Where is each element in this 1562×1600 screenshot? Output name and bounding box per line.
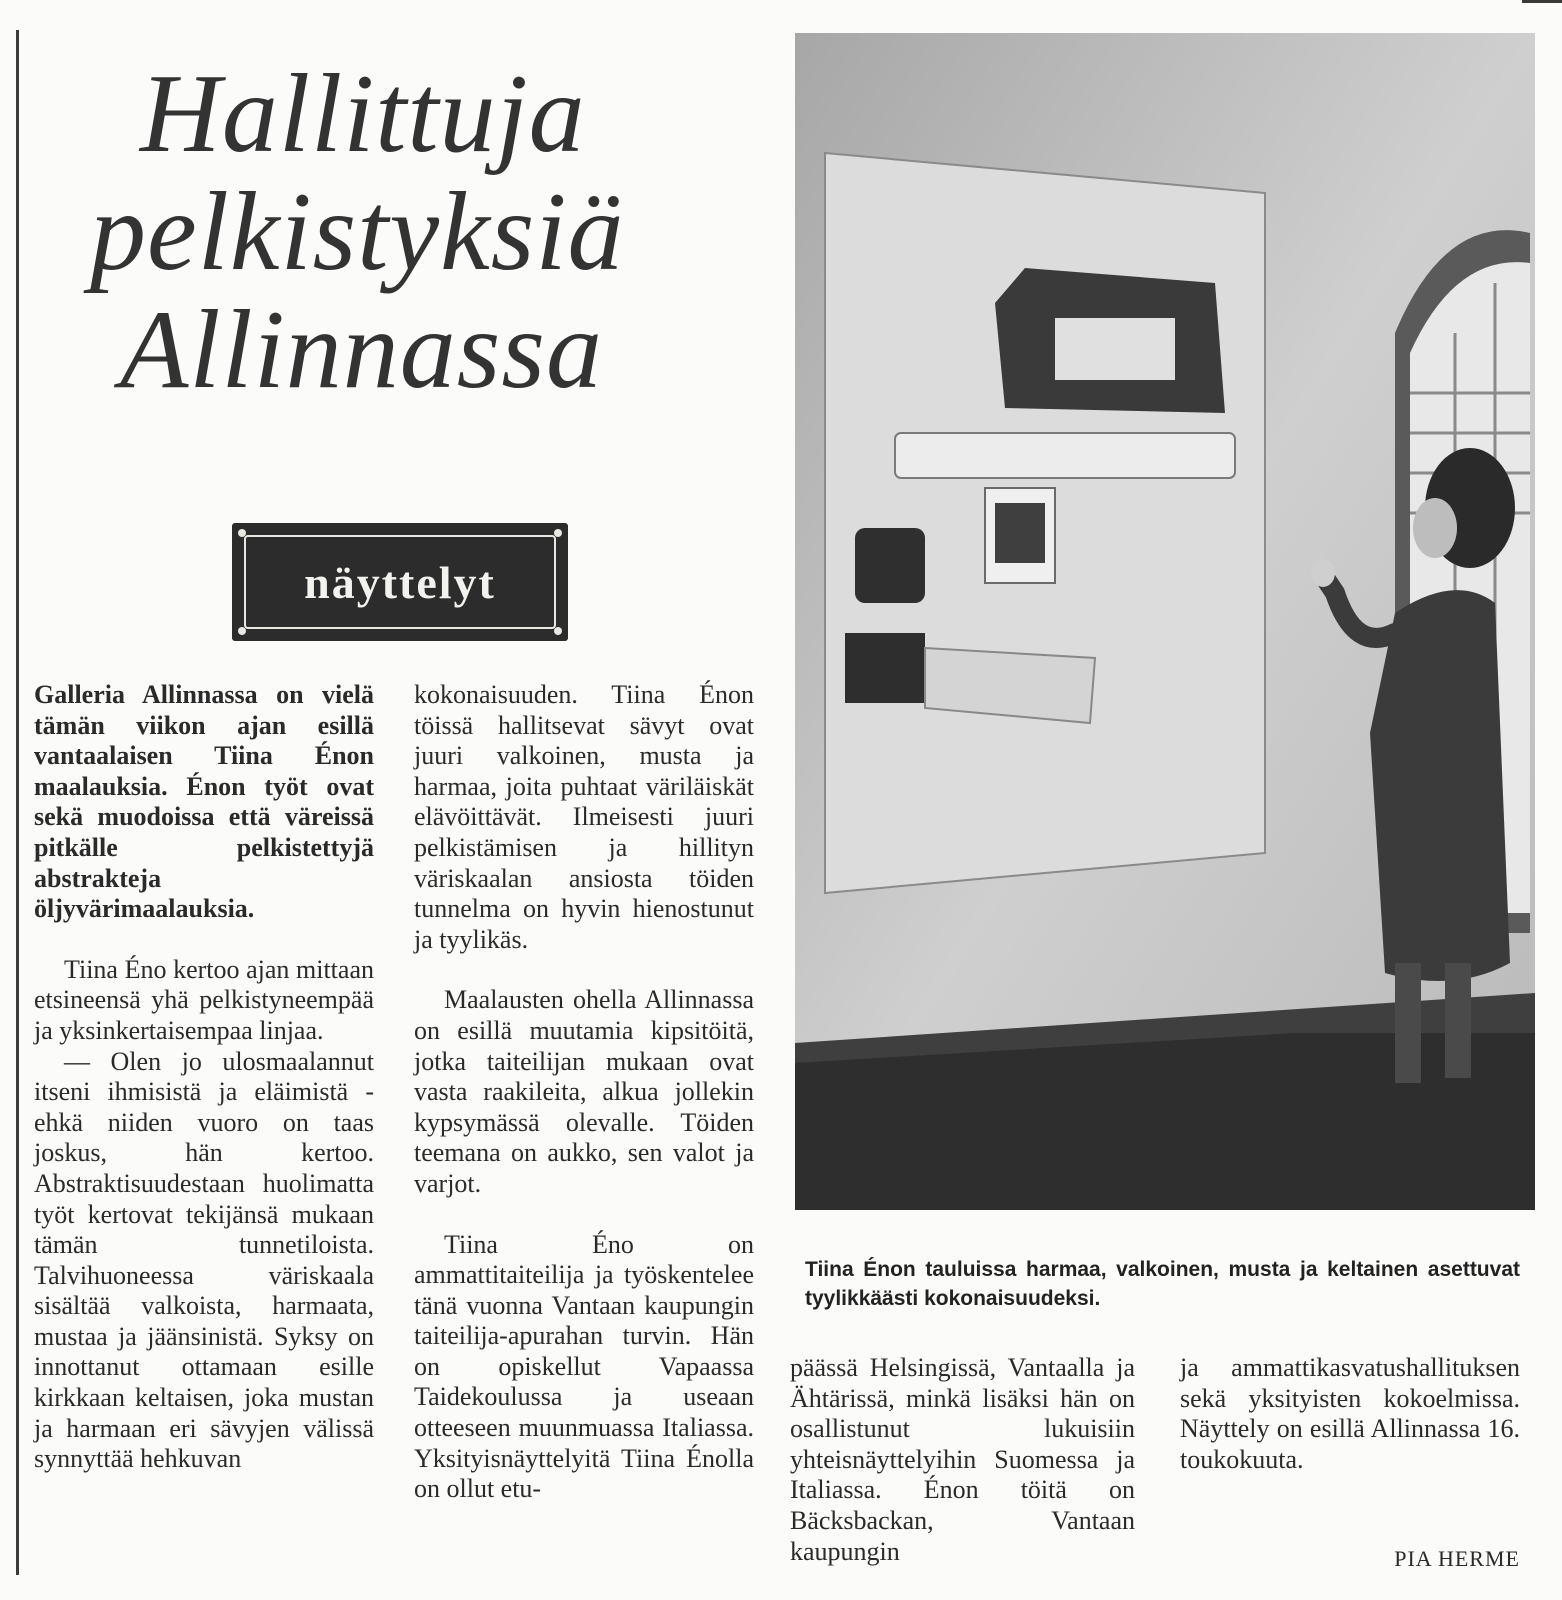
article-paragraph: Maalausten ohella Allinnassa on esillä muutamia kipsitöitä, jotka taiteilijan mukaan ovat vasta raakileita, alkua jollekin kypsymässä olevalle. Töiden teemana on aukko, sen valot ja varjot. xyxy=(414,985,754,1198)
badge-corner-dot xyxy=(554,627,562,635)
headline-line-3: Allinnassa xyxy=(120,288,603,412)
page-corner-line xyxy=(1522,0,1562,3)
article-column-3 xyxy=(790,1353,1135,1567)
headline-line-1: Hallittuja xyxy=(140,52,586,176)
article-paragraph: Tiina Éno on ammattitaiteilija ja työskentelee tänä vuonna Vantaan kaupungin taiteilija-apurahan turvin. Hän on opiskellut Vapaassa Taidekoulussa ja useaan otteeseen muunmuassa Italiassa. Yksityisnäyttelyitä Tiina Énolla on ollut etu- xyxy=(414,1229,754,1504)
section-badge xyxy=(232,523,568,641)
article-column-2 xyxy=(414,680,754,1505)
article-column-4 xyxy=(1180,1353,1520,1475)
author-byline: PIA HERME xyxy=(1394,1546,1520,1571)
photo-illustration xyxy=(795,33,1535,1210)
article-paragraph: ja ammattikasvatushallituksen sekä yksityisten kokoelmissa. Näyttely on esillä Allinnassa 16. toukokuuta. xyxy=(1180,1353,1520,1474)
badge-corner-dot xyxy=(554,529,562,537)
article-headline xyxy=(80,52,760,412)
photo-caption: Tiina Énon tauluissa harmaa, valkoinen, musta ja keltainen asettuvat tyylikkäästi kokonaisuudeksi. xyxy=(805,1258,1520,1310)
article-paragraph: kokonaisuuden. Tiina Énon töissä hallitsevat sävyt ovat juuri valkoinen, musta ja harmaa, joita puhtaat väriläiskät elävöittävät. Ilmeisesti juuri pelkistämisen ja hillityn väriskaalan ansiosta töiden tunnelma on hyvin hienostunut ja tyylikäs. xyxy=(414,680,754,954)
headline-line-2: pelkistyksiä xyxy=(90,170,625,294)
section-badge-frame xyxy=(244,535,556,629)
article-paragraph: Tiina Éno kertoo ajan mittaan etsineensä yhä pelkistyneempää ja yksinkertaisempaa linjaa. xyxy=(34,954,374,1045)
article-paragraph: — Olen jo ulosmaalannut itseni ihmisistä ja eläimistä - ehkä niiden vuoro on taas joskus, hän kertoo. Abstraktisuudestaan huolimatta työt kertovat tekijänsä mukaan tämän tunnetiloista. Talvihuoneessa väriskaala sisältää valkoista, harmaata, mustaa ja jäänsinistä. Syksy on innottanut ottamaan esille kirkkaan keltaisen, joka mustan ja harmaan eri sävyjen välissä synnyttää hehkuvan xyxy=(34,1046,374,1474)
section-badge-label: näyttelyt xyxy=(304,556,496,608)
badge-corner-dot xyxy=(238,529,246,537)
article-lead: Galleria Allinnassa on vielä tämän viikon ajan esillä vantaalaisen Tiina Énon maalauksia. Énon työt ovat sekä muodoissa että väreissä pitkälle pelkistettyjä abstrakteja öljyvärimaalauksia. xyxy=(34,680,374,924)
badge-corner-dot xyxy=(238,627,246,635)
page-edge-line xyxy=(16,30,19,1575)
article-column-1 xyxy=(34,680,374,1475)
gallery-photo xyxy=(795,33,1535,1210)
article-paragraph: päässä Helsingissä, Vantaalla ja Ähtärissä, minkä lisäksi hän on osallistunut lukuisiin yhteisnäyttelyihin Suomessa ja Italiassa. Énon töitä on Bäcksbackan, Vantaan kaupungin xyxy=(790,1353,1135,1566)
